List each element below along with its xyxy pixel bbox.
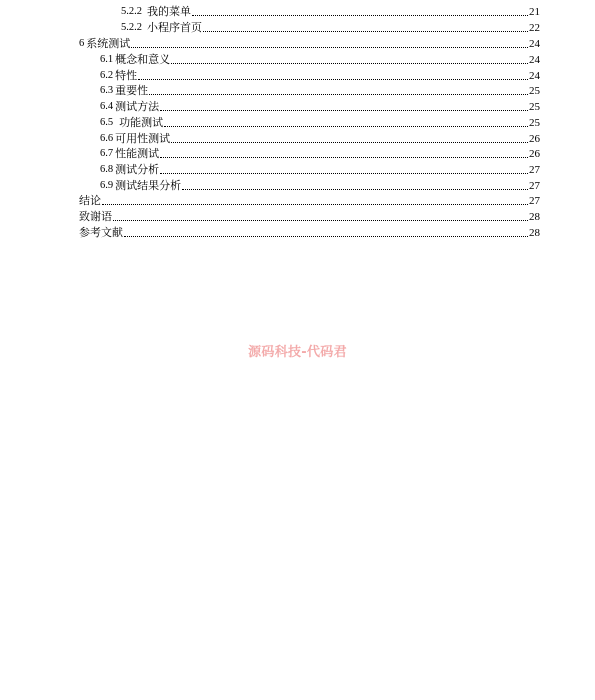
toc-entry: [79, 34, 540, 50]
toc-dot-leader: [160, 173, 528, 174]
toc-entry-page: 28: [529, 211, 540, 223]
toc-entry-number: 6.3: [100, 85, 114, 96]
toc-dot-leader: [203, 31, 528, 32]
toc-entry-page: 27: [529, 164, 540, 176]
toc-entry-title: 特性: [115, 69, 138, 82]
toc-entry-page: 26: [529, 148, 540, 160]
toc-entry-page: 25: [529, 117, 540, 129]
toc-entry-page: 24: [529, 54, 540, 66]
toc-entry: [100, 81, 540, 97]
toc-entry-title: 我的菜单: [147, 5, 191, 18]
toc-entry: [121, 2, 540, 18]
toc-dot-leader: [124, 236, 528, 237]
toc-entry-page: 21: [529, 6, 540, 18]
toc-entry-title: 致谢语: [79, 210, 112, 223]
toc-entry-title: 可用性测试: [115, 132, 171, 145]
toc-entry-page: 22: [529, 22, 540, 34]
toc-entry-title: 测试结果分析: [115, 179, 182, 192]
toc-entry-title: 功能测试: [119, 116, 164, 129]
toc-entry: [79, 207, 540, 223]
toc-dot-leader: [102, 204, 528, 205]
toc-dot-leader: [113, 220, 528, 221]
toc-entry-page: 25: [529, 85, 540, 97]
toc-entry: [100, 144, 540, 160]
toc-entry-page: 27: [529, 180, 540, 192]
toc-dot-leader: [160, 110, 528, 111]
toc-entry-number: 5.2.2: [121, 6, 142, 17]
toc-entry-title: 结论: [79, 194, 101, 207]
toc-entry-number: 6.1: [100, 54, 114, 65]
toc-entry-number: 6: [79, 38, 85, 49]
toc-entry: [100, 176, 540, 192]
toc-dot-leader: [160, 157, 528, 158]
toc-entry-number: 6.6: [100, 133, 114, 144]
toc-entry-number: 6.7: [100, 148, 114, 159]
toc-entry-title: 测试分析: [115, 163, 160, 176]
toc-entry: [121, 18, 540, 34]
toc-entry-title: 性能测试: [115, 147, 160, 160]
toc-entry: [100, 113, 540, 129]
toc-entry: [100, 66, 540, 82]
toc-entry-page: 26: [529, 133, 540, 145]
toc-entry: [100, 50, 540, 66]
toc-dot-leader: [164, 126, 528, 127]
toc-entry-page: 24: [529, 70, 540, 82]
toc-entry-title: 参考文献: [79, 226, 123, 239]
toc-dot-leader: [182, 189, 528, 190]
toc-entry: [79, 191, 540, 207]
toc-entry: [79, 223, 540, 239]
toc-entry-page: 28: [529, 227, 540, 239]
toc-entry-title: 系统测试: [86, 37, 131, 50]
toc-dot-leader: [149, 94, 528, 95]
toc-entry-number: 6.5: [100, 117, 114, 128]
toc-entry-title: 小程序首页: [147, 21, 202, 34]
watermark: 源码科技-代码君: [248, 345, 347, 360]
toc-dot-leader: [192, 15, 528, 16]
toc-dot-leader: [131, 47, 528, 48]
toc-entry-title: 重要性: [115, 84, 149, 97]
toc-entry: [100, 97, 540, 113]
toc-entry-page: 27: [529, 195, 540, 207]
toc-dot-leader: [138, 79, 528, 80]
toc-entry: [100, 129, 540, 145]
toc-entry: [100, 160, 540, 176]
toc-entry-title: 概念和意义: [115, 53, 171, 66]
toc-entry-number: 5.2.2: [121, 22, 142, 33]
toc-entry-number: 6.8: [100, 164, 114, 175]
toc-entry-page: 25: [529, 101, 540, 113]
toc-entry-number: 6.2: [100, 70, 114, 81]
toc-dot-leader: [171, 63, 528, 64]
toc-entry-page: 24: [529, 38, 540, 50]
toc-entry-number: 6.9: [100, 180, 114, 191]
toc-entry-number: 6.4: [100, 101, 114, 112]
toc-dot-leader: [171, 142, 528, 143]
toc-entry-title: 测试方法: [115, 100, 160, 113]
